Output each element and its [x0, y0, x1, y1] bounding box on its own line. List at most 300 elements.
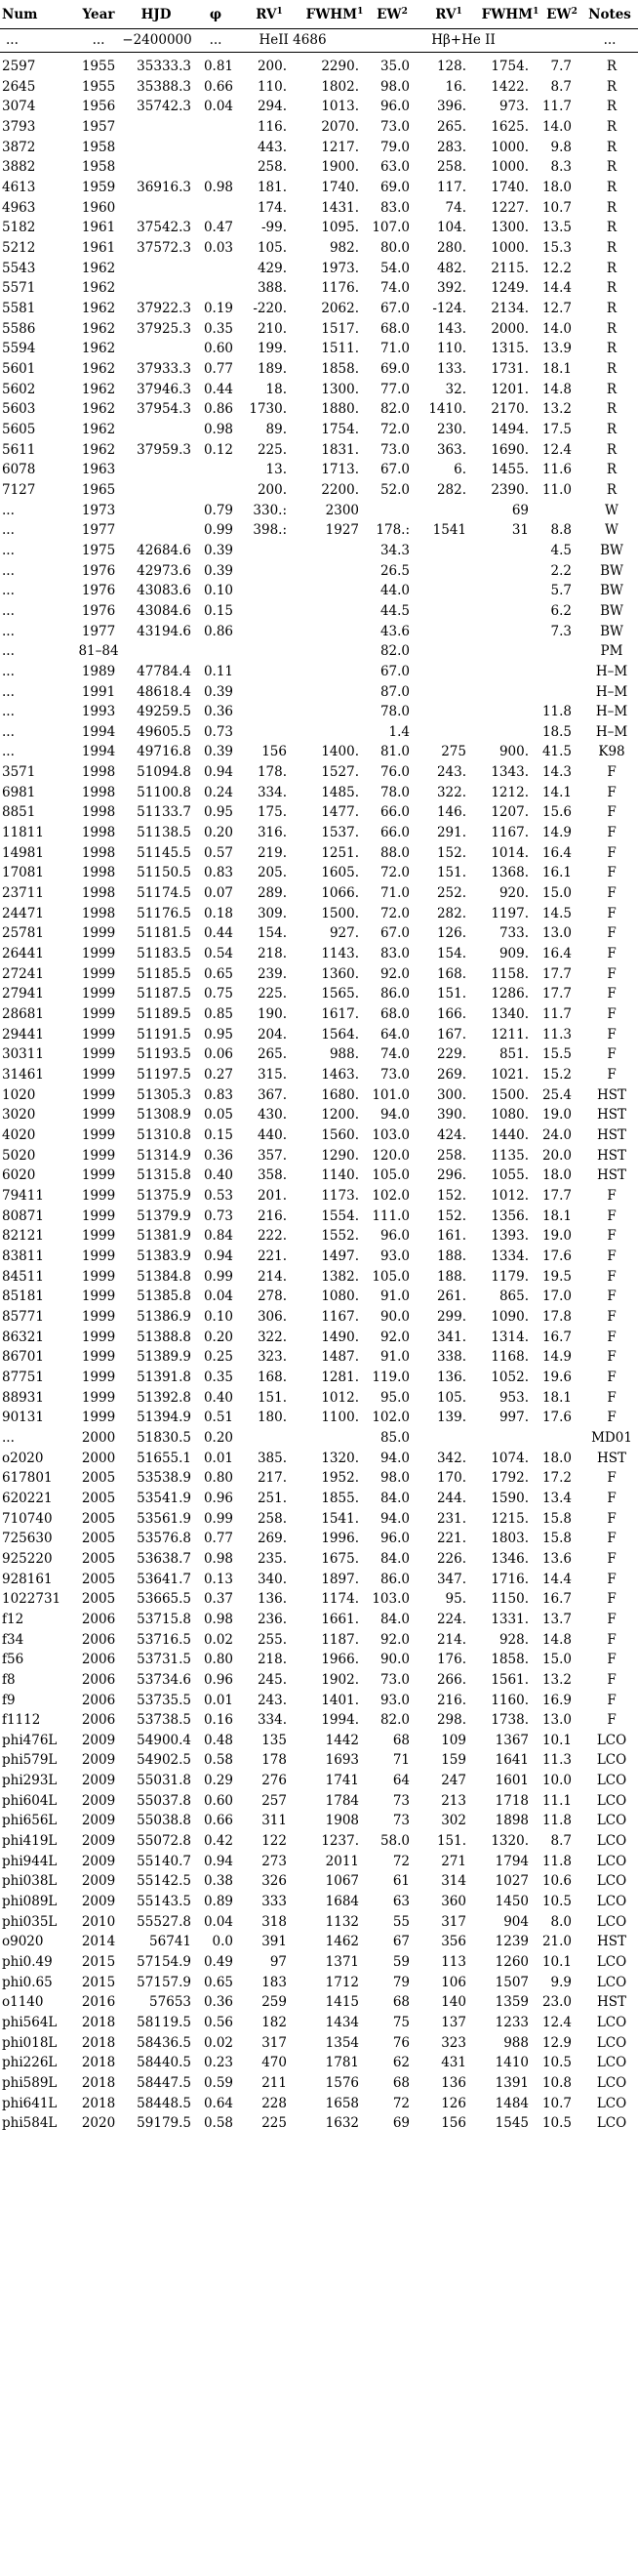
cell-rv-hb: 133. — [436, 360, 466, 377]
cell-fwhm-he: 1554. — [321, 1207, 359, 1224]
cell-num: 5603 — [2, 401, 36, 418]
cell-year: 2005 — [81, 1470, 116, 1487]
cell-notes: BW — [600, 562, 623, 579]
cell-rv-he: 151. — [257, 1389, 287, 1406]
cell-num: 27241 — [2, 965, 44, 982]
cell-year: 1999 — [81, 1067, 116, 1083]
cell-num: ... — [2, 643, 15, 660]
cell-num: 83811 — [2, 1247, 44, 1264]
cell-rv-he: 182 — [261, 2015, 287, 2030]
cell-fwhm-hb: 1718 — [495, 1792, 529, 1809]
cell-fwhm-he — [302, 601, 359, 621]
cell-ew-hb: 4.5 — [550, 542, 572, 558]
cell-year: 2005 — [81, 1510, 116, 1527]
cell-phi: 0.42 — [203, 1833, 233, 1850]
table-row — [0, 1831, 638, 1851]
cell-hjd: 56741 — [149, 1934, 191, 1950]
cell-rv-he: 235. — [257, 1550, 287, 1567]
cell-notes: W — [605, 502, 618, 518]
cell-num: 3793 — [2, 119, 36, 135]
table-row — [0, 1731, 638, 1750]
table-row — [0, 1105, 638, 1124]
cell-fwhm-hb: 2115. — [491, 260, 529, 276]
cell-ew-hb: 10.0 — [541, 1773, 572, 1789]
cell-fwhm-hb: 69 — [511, 502, 529, 518]
cell-ew-he: 72.0 — [379, 905, 410, 921]
cell-phi: 0.36 — [203, 1994, 233, 2011]
cell-phi: 0.25 — [203, 1349, 233, 1366]
cell-num: 82121 — [2, 1228, 44, 1245]
cell-notes: F — [607, 1329, 617, 1345]
subheader-phi: ... — [209, 32, 222, 48]
cell-rv-he: 334. — [257, 1712, 287, 1729]
cell-phi — [198, 138, 233, 157]
cell-ew-he: 178.: — [376, 522, 410, 539]
cell-rv-hb — [416, 622, 466, 641]
table-row — [0, 762, 638, 782]
cell-notes: F — [607, 1510, 617, 1527]
cell-phi: 0.73 — [203, 723, 233, 740]
cell-fwhm-he: 1497. — [321, 1247, 359, 1264]
cell-notes: F — [607, 1692, 617, 1708]
cell-ew-he: 82.0 — [379, 401, 410, 418]
table-row — [0, 520, 638, 540]
cell-year: 1976 — [81, 583, 116, 599]
cell-hjd: 51310.8 — [137, 1127, 191, 1143]
cell-fwhm-hb: 928. — [498, 1631, 529, 1648]
cell-fwhm-he: 1066. — [321, 885, 359, 902]
cell-rv-hb: 159 — [441, 1752, 466, 1769]
cell-fwhm-he: 1713. — [321, 462, 359, 478]
cell-year: 2018 — [81, 2095, 116, 2111]
table-row — [0, 1932, 638, 1951]
cell-fwhm-he: 1675. — [321, 1550, 359, 1567]
cell-rv-hb: 424. — [436, 1127, 466, 1143]
cell-notes: F — [607, 865, 617, 881]
table-row — [0, 380, 638, 399]
cell-ew-hb: 14.4 — [541, 280, 572, 297]
cell-fwhm-he: 1487. — [321, 1349, 359, 1366]
cell-notes: R — [606, 260, 618, 276]
cell-ew-he: 87.0 — [379, 683, 410, 700]
cell-notes: LCO — [596, 1732, 627, 1748]
cell-num: 5581 — [2, 300, 36, 316]
cell-notes: R — [606, 462, 618, 478]
cell-notes: R — [606, 139, 618, 155]
table-row — [0, 682, 638, 702]
table-row — [0, 1468, 638, 1488]
table-row — [0, 1589, 638, 1609]
cell-year: 1976 — [81, 562, 116, 579]
table-row — [0, 1570, 638, 1589]
table-row — [0, 622, 638, 641]
cell-fwhm-he: 1537. — [321, 825, 359, 841]
cell-rv-hb: 342. — [436, 1450, 466, 1466]
cell-ew-he: 86.0 — [379, 1571, 410, 1587]
cell-fwhm-he: 1431. — [321, 199, 359, 216]
cell-rv-hb: 151. — [436, 865, 466, 881]
cell-rv-he: 204. — [257, 1026, 287, 1043]
cell-notes: F — [607, 1389, 617, 1406]
table-row — [0, 1670, 638, 1690]
cell-fwhm-hb: 920. — [498, 885, 529, 902]
cell-ew-hb: 8.3 — [550, 159, 572, 176]
cell-ew-hb — [535, 682, 572, 702]
cell-notes: LCO — [596, 2015, 627, 2030]
table-row — [0, 1287, 638, 1306]
cell-hjd — [121, 520, 191, 540]
cell-phi: 0.39 — [203, 562, 233, 579]
cell-fwhm-hb: 1625. — [491, 119, 529, 135]
table-subheader-row — [0, 29, 638, 51]
cell-fwhm-he: 1605. — [321, 865, 359, 881]
cell-phi: 0.01 — [203, 1450, 233, 1466]
cell-fwhm-he: 1217. — [321, 139, 359, 155]
cell-phi: 0.20 — [203, 825, 233, 841]
cell-notes: F — [607, 1571, 617, 1587]
cell-ew-hb: 7.3 — [550, 623, 572, 639]
cell-phi: 0.77 — [203, 1531, 233, 1547]
cell-year: 2009 — [81, 1853, 116, 1869]
cell-rv-hb: 282. — [436, 905, 466, 921]
cell-ew-hb: 15.3 — [541, 239, 572, 256]
cell-rv-he: 178. — [257, 764, 287, 781]
cell-phi: 0.79 — [203, 502, 233, 518]
cell-hjd: 51183.5 — [137, 946, 191, 961]
cell-ew-hb: 12.2 — [541, 260, 572, 276]
cell-rv-he: 367. — [257, 1086, 287, 1103]
cell-notes: H–M — [595, 723, 628, 740]
cell-fwhm-he — [302, 541, 359, 560]
cell-rv-he: 174. — [257, 199, 287, 216]
cell-rv-he: 225. — [257, 986, 287, 1002]
header-rule-bottom — [0, 52, 638, 53]
cell-phi: 0.15 — [203, 602, 233, 619]
cell-rv-he: 18. — [265, 381, 287, 397]
cell-fwhm-he: 1802. — [321, 78, 359, 95]
cell-rv-hb: 431 — [441, 2055, 466, 2071]
cell-notes: H–M — [595, 704, 628, 720]
cell-phi: 0.10 — [203, 1308, 233, 1325]
header-hjd: HJD — [140, 7, 172, 22]
cell-ew-hb: 8.0 — [550, 1913, 572, 1930]
cell-hjd: 51181.5 — [137, 925, 191, 942]
cell-ew-he: 66.0 — [379, 825, 410, 841]
cell-notes: LCO — [596, 1773, 627, 1789]
cell-year: 1962 — [81, 381, 116, 397]
cell-fwhm-hb — [472, 601, 529, 621]
cell-ew-hb: 11.8 — [541, 1813, 572, 1829]
cell-ew-he: 93.0 — [379, 1692, 410, 1708]
cell-fwhm-hb: 1898 — [495, 1813, 529, 1829]
cell-num: ... — [2, 663, 15, 679]
cell-fwhm-hb: 1507 — [495, 1974, 529, 1990]
cell-rv-he: 316. — [257, 825, 287, 841]
cell-hjd: 51308.9 — [137, 1107, 191, 1124]
cell-rv-he — [244, 622, 287, 641]
cell-year: 1956 — [81, 99, 116, 115]
cell-notes: R — [606, 159, 618, 176]
cell-rv-he: 218. — [257, 1652, 287, 1668]
cell-rv-he: 440. — [257, 1127, 287, 1143]
cell-ew-hb: 13.0 — [541, 925, 572, 942]
cell-notes: LCO — [596, 1792, 627, 1809]
cell-notes: F — [607, 1247, 617, 1264]
cell-ew-hb: 10.5 — [541, 2055, 572, 2071]
table-row — [0, 1347, 638, 1367]
cell-phi: 0.47 — [203, 220, 233, 236]
cell-fwhm-hb: 1052. — [491, 1369, 529, 1385]
cell-num: phi589L — [2, 2075, 58, 2091]
cell-phi: 0.01 — [203, 1692, 233, 1708]
cell-num: 5586 — [2, 320, 36, 337]
cell-ew-hb: 20.0 — [541, 1147, 572, 1164]
cell-phi: 0.54 — [203, 946, 233, 961]
cell-fwhm-he: 1632 — [325, 2115, 359, 2132]
cell-fwhm-hb: 1000. — [491, 159, 529, 176]
cell-phi: 0.75 — [203, 986, 233, 1002]
cell-rv-hb: 482. — [436, 260, 466, 276]
cell-year: 1962 — [81, 360, 116, 377]
cell-ew-he: 90.0 — [379, 1652, 410, 1668]
cell-ew-hb: 14.5 — [541, 905, 572, 921]
cell-rv-hb: 188. — [436, 1268, 466, 1285]
cell-fwhm-he: 1095. — [321, 220, 359, 236]
cell-num: phi293L — [2, 1773, 58, 1789]
cell-num: phi584L — [2, 2115, 58, 2132]
cell-ew-hb: 17.2 — [541, 1470, 572, 1487]
table-row — [0, 1328, 638, 1347]
cell-rv-he: 190. — [257, 1006, 287, 1022]
cell-fwhm-he: 1527. — [321, 764, 359, 781]
cell-num: 3571 — [2, 764, 36, 781]
cell-hjd: 51381.9 — [137, 1228, 191, 1245]
cell-rv-he: 156 — [261, 744, 287, 760]
cell-rv-he: 175. — [257, 804, 287, 821]
cell-rv-hb: 341. — [436, 1329, 466, 1345]
cell-hjd: 53735.5 — [137, 1692, 191, 1708]
cell-rv-hb: 143. — [436, 320, 466, 337]
cell-fwhm-hb: 1227. — [491, 199, 529, 216]
table-row — [0, 117, 638, 137]
cell-notes: F — [607, 784, 617, 800]
cell-hjd: 51189.5 — [137, 1006, 191, 1022]
cell-rv-hb: 230. — [436, 421, 466, 437]
cell-ew-he: 73 — [392, 1792, 410, 1809]
cell-ew-hb: 9.8 — [550, 139, 572, 155]
cell-rv-he: 183 — [261, 1974, 287, 1990]
cell-rv-hb: 146. — [436, 804, 466, 821]
cell-num: phi0.49 — [2, 1954, 53, 1970]
cell-rv-he: 278. — [257, 1288, 287, 1305]
cell-fwhm-hb: 1440. — [491, 1127, 529, 1143]
cell-notes: H–M — [595, 663, 628, 679]
table-row — [0, 944, 638, 963]
cell-num: 79411 — [2, 1188, 44, 1204]
cell-ew-hb: 13.5 — [541, 220, 572, 236]
cell-ew-hb: 5.7 — [550, 583, 572, 599]
cell-phi: 0.20 — [203, 1329, 233, 1345]
cell-year: 2010 — [81, 1913, 116, 1930]
cell-ew-he: 44.5 — [379, 602, 410, 619]
cell-notes: F — [607, 1308, 617, 1325]
cell-hjd: 42973.6 — [137, 562, 191, 579]
table-row — [0, 1267, 638, 1287]
table-row — [0, 561, 638, 581]
cell-fwhm-he: 1617. — [321, 1006, 359, 1022]
cell-rv-he — [244, 541, 287, 560]
cell-fwhm-he: 1994. — [321, 1712, 359, 1729]
cell-rv-he: 388. — [257, 280, 287, 297]
cell-rv-he: 385. — [257, 1450, 287, 1466]
cell-hjd: 55527.8 — [137, 1913, 191, 1930]
cell-num: 5601 — [2, 360, 36, 377]
cell-ew-hb — [535, 641, 572, 661]
cell-fwhm-hb: 1000. — [491, 239, 529, 256]
cell-fwhm-hb: 1090. — [491, 1308, 529, 1325]
cell-fwhm-he: 1511. — [321, 341, 359, 357]
cell-fwhm-hb: 1055. — [491, 1167, 529, 1184]
cell-rv-hb: 126 — [441, 2095, 466, 2111]
cell-ew-hb: 19.0 — [541, 1228, 572, 1245]
table-row — [0, 984, 638, 1003]
cell-fwhm-hb: 1393. — [491, 1228, 529, 1245]
cell-notes: F — [607, 1652, 617, 1668]
cell-year: 1962 — [81, 421, 116, 437]
cell-ew-he: 103.0 — [372, 1127, 410, 1143]
cell-hjd — [121, 278, 191, 298]
cell-ew-he: 90.0 — [379, 1308, 410, 1325]
cell-rv-hb: 139. — [436, 1410, 466, 1426]
table-row — [0, 1852, 638, 1871]
cell-ew-hb: 13.6 — [541, 1550, 572, 1567]
cell-ew-hb: 13.9 — [541, 341, 572, 357]
cell-fwhm-hb: 1803. — [491, 1531, 529, 1547]
cell-fwhm-hb: 1168. — [491, 1349, 529, 1366]
cell-year: 1999 — [81, 1127, 116, 1143]
cell-notes: LCO — [596, 1752, 627, 1769]
cell-year: 1999 — [81, 1410, 116, 1426]
cell-notes: F — [607, 1671, 617, 1688]
cell-phi: 0.60 — [203, 1792, 233, 1809]
cell-rv-he: 181. — [257, 180, 287, 195]
cell-num: ... — [2, 723, 15, 740]
cell-num: 85181 — [2, 1288, 44, 1305]
cell-ew-hb: 13.0 — [541, 1712, 572, 1729]
cell-num: f56 — [2, 1652, 24, 1668]
cell-fwhm-he: 1680. — [321, 1086, 359, 1103]
cell-rv-hb: 347. — [436, 1571, 466, 1587]
cell-ew-he: 59 — [392, 1954, 410, 1970]
cell-hjd: 51386.9 — [137, 1308, 191, 1325]
cell-rv-he: 205. — [257, 865, 287, 881]
cell-year: 1963 — [81, 462, 116, 478]
cell-rv-hb: 167. — [436, 1026, 466, 1043]
cell-num: ... — [2, 562, 15, 579]
cell-ew-he: 77.0 — [379, 381, 410, 397]
cell-ew-he: 85.0 — [379, 1429, 410, 1446]
cell-rv-he: 333 — [261, 1894, 287, 1910]
cell-ew-hb: 10.5 — [541, 2115, 572, 2132]
cell-phi — [198, 278, 233, 298]
cell-year: 1991 — [81, 683, 116, 700]
cell-hjd: 51094.8 — [137, 764, 191, 781]
cell-hjd: 58436.5 — [137, 2034, 191, 2051]
cell-notes: R — [606, 481, 618, 498]
cell-fwhm-hb: 1367 — [495, 1732, 529, 1748]
cell-hjd: 49716.8 — [137, 744, 191, 760]
cell-ew-he: 68.0 — [379, 320, 410, 337]
cell-notes: F — [607, 1490, 617, 1506]
cell-rv-he: 136. — [257, 1591, 287, 1608]
cell-num: f12 — [2, 1611, 24, 1627]
cell-fwhm-he: 1565. — [321, 986, 359, 1002]
cell-phi: 0.27 — [203, 1067, 233, 1083]
cell-year: 1955 — [81, 78, 116, 95]
cell-rv-hb: 314 — [441, 1873, 466, 1890]
cell-num: phi476L — [2, 1732, 58, 1748]
cell-ew-hb: 11.3 — [541, 1026, 572, 1043]
cell-phi: 0.64 — [203, 2095, 233, 2111]
cell-notes: F — [607, 946, 617, 961]
cell-fwhm-he: 1360. — [321, 965, 359, 982]
cell-phi: 0.94 — [203, 1247, 233, 1264]
cell-rv-he: 200. — [257, 59, 287, 74]
cell-year: 1999 — [81, 1268, 116, 1285]
table-row — [0, 802, 638, 822]
cell-ew-he: 61 — [392, 1873, 410, 1890]
cell-rv-he: 358. — [257, 1167, 287, 1184]
table-row — [0, 1226, 638, 1246]
cell-rv-he: 322. — [257, 1329, 287, 1345]
cell-fwhm-he: 1831. — [321, 441, 359, 458]
cell-year: 2005 — [81, 1550, 116, 1567]
cell-fwhm-hb: 997. — [498, 1410, 529, 1426]
cell-year: 1999 — [81, 1349, 116, 1366]
cell-fwhm-he: 1176. — [321, 280, 359, 297]
cell-ew-hb — [535, 501, 572, 520]
cell-ew-hb: 41.5 — [541, 744, 572, 760]
cell-phi: 0.53 — [203, 1188, 233, 1204]
cell-rv-hb: 291. — [436, 825, 466, 841]
cell-num: 5212 — [2, 239, 36, 256]
cell-year: 1999 — [81, 1247, 116, 1264]
cell-ew-hb: 9.9 — [550, 1974, 572, 1990]
cell-notes: F — [607, 1288, 617, 1305]
cell-fwhm-hb: 1368. — [491, 865, 529, 881]
cell-ew-hb: 15.0 — [541, 1652, 572, 1668]
cell-phi: 0.39 — [203, 542, 233, 558]
cell-notes: F — [607, 1712, 617, 1729]
cell-num: f9 — [2, 1692, 16, 1708]
cell-notes: F — [607, 1268, 617, 1285]
cell-phi: 0.39 — [203, 683, 233, 700]
cell-fwhm-hb: 1343. — [491, 764, 529, 781]
cell-notes: HST — [596, 1147, 627, 1164]
cell-num: phi226L — [2, 2055, 58, 2071]
cell-rv-hb: 282. — [436, 481, 466, 498]
table-row — [0, 1871, 638, 1891]
cell-phi: 0.15 — [203, 1127, 233, 1143]
cell-year: 1962 — [81, 401, 116, 418]
cell-rv-hb: 176. — [436, 1652, 466, 1668]
cell-hjd: 51830.5 — [137, 1429, 191, 1446]
cell-notes: F — [607, 1207, 617, 1224]
cell-hjd: 51185.5 — [137, 965, 191, 982]
cell-ew-he: 67.0 — [379, 925, 410, 942]
cell-ew-he: 88.0 — [379, 844, 410, 861]
cell-ew-he: 62 — [392, 2055, 410, 2071]
